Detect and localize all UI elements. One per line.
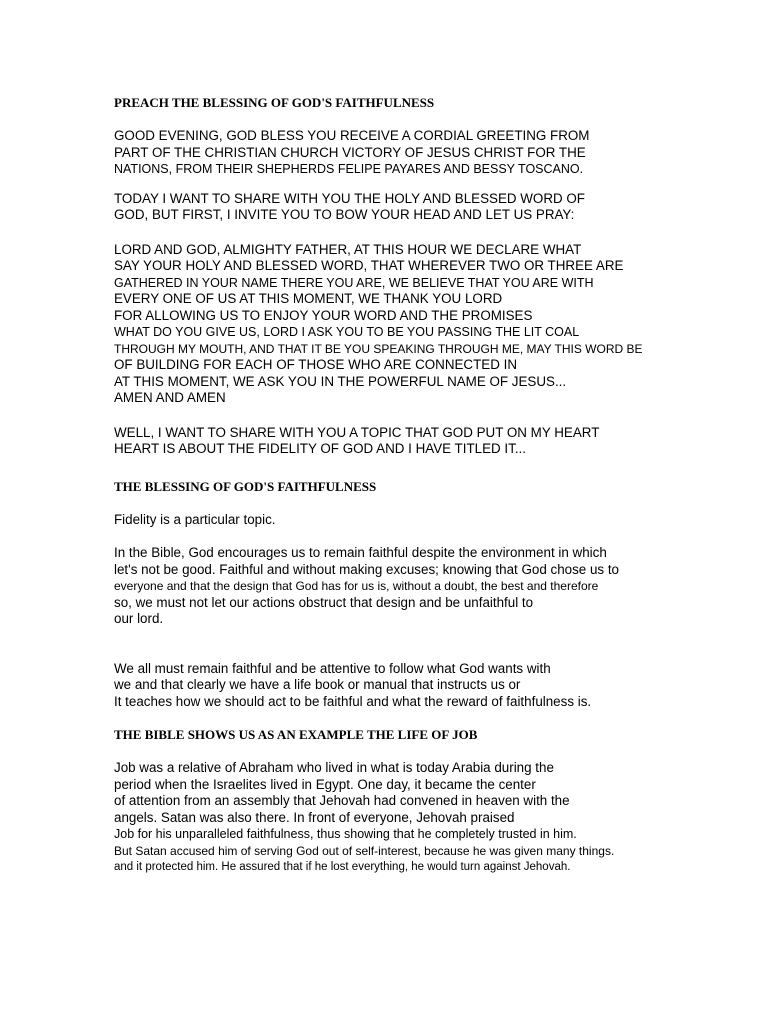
text-line: But Satan accused him of serving God out of self-interest, because he was given many things.	[114, 843, 615, 858]
section-heading-job: THE BIBLE SHOWS US AS AN EXAMPLE THE LIFE OF JOB	[114, 727, 478, 742]
text-line: THROUGH MY MOUTH, AND THAT IT BE YOU SPEAKING THROUGH ME, MAY THIS WORD BE	[114, 341, 643, 356]
text-line: We all must remain faithful and be attentive to follow what God wants with	[114, 660, 551, 676]
text-line: EVERY ONE OF US AT THIS MOMENT, WE THANK YOU LORD	[114, 291, 503, 306]
text-line: of attention from an assembly that Jehovah had convened in heaven with the	[114, 793, 570, 808]
text-line: AMEN AND AMEN	[114, 390, 226, 405]
text-line: we and that clearly we have a life book or manual that instructs us or	[114, 677, 521, 692]
fidelity-paragraph	[114, 512, 754, 529]
text-line: GATHERED IN YOUR NAME THERE YOU ARE, WE BELIEVE THAT YOU ARE WITH	[114, 275, 594, 290]
text-line: Fidelity is a particular topic.	[114, 511, 276, 527]
text-line: OF BUILDING FOR EACH OF THOSE WHO ARE CONNECTED IN	[114, 357, 517, 372]
text-line: let's not be good. Faithful and without making excuses; knowing that God chose us to	[114, 561, 620, 577]
text-line: GOOD EVENING, GOD BLESS YOU RECEIVE A CORDIAL GREETING FROM	[114, 128, 590, 143]
text-line: angels. Satan was also there. In front of everyone, Jehovah praised	[114, 809, 515, 825]
text-line: so, we must not let our actions obstruct that design and be unfaithful to	[114, 594, 534, 610]
document-title: PREACH THE BLESSING OF GOD'S FAITHFULNESS	[114, 95, 435, 110]
job-paragraph	[114, 760, 754, 876]
text-line: PART OF THE CHRISTIAN CHURCH VICTORY OF JESUS CHRIST FOR THE	[114, 144, 586, 160]
text-line: our lord.	[114, 611, 164, 626]
text-line: everyone and that the design that God has for us is, without a doubt, the best and therefore	[114, 579, 599, 593]
text-line: It teaches how we should act to be faithful and what the reward of faithfulness is.	[114, 693, 592, 709]
text-line: TODAY I WANT TO SHARE WITH YOU THE HOLY AND BLESSED WORD OF	[114, 190, 585, 206]
text-line: WELL, I WANT TO SHARE WITH YOU A TOPIC THAT GOD PUT ON MY HEART	[114, 424, 600, 440]
text-line: HEART IS ABOUT THE FIDELITY OF GOD AND I HAVE TITLED IT...	[114, 441, 526, 456]
text-line: WHAT DO YOU GIVE US, LORD I ASK YOU TO BE YOU PASSING THE LIT COAL	[114, 325, 580, 339]
text-line: FOR ALLOWING US TO ENJOY YOUR WORD AND THE PROMISES	[114, 307, 533, 323]
document-body	[114, 94, 754, 876]
intro-paragraph	[114, 191, 754, 224]
text-line: NATIONS, FROM THEIR SHEPHERDS FELIPE PAYARES AND BESSY TOSCANO.	[114, 162, 584, 176]
text-line: LORD AND GOD, ALMIGHTY FATHER, AT THIS HOUR WE DECLARE WHAT	[114, 241, 582, 257]
prayer-paragraph	[114, 242, 754, 407]
text-line: In the Bible, God encourages us to remain faithful despite the environment in which	[114, 545, 607, 560]
text-line: period when the Israelites lived in Egypt. One day, it became the center	[114, 776, 536, 792]
text-line: AT THIS MOMENT, WE ASK YOU IN THE POWERFUL NAME OF JESUS...	[114, 373, 567, 389]
bible-paragraph	[114, 545, 754, 628]
text-line: and it protected him. He assured that if he lost everything, he would turn against Jehovah.	[114, 861, 571, 873]
section-heading-blessing: THE BLESSING OF GOD'S FAITHFULNESS	[114, 478, 377, 494]
text-line: SAY YOUR HOLY AND BLESSED WORD, THAT WHEREVER TWO OR THREE ARE	[114, 258, 624, 273]
text-line: Job was a relative of Abraham who lived in what is today Arabia during the	[114, 760, 554, 775]
text-line: Job for his unparalleled faithfulness, thus showing that he completely trusted in him.	[114, 827, 577, 841]
text-line: GOD, BUT FIRST, I INVITE YOU TO BOW YOUR HEAD AND LET US PRAY:	[114, 207, 575, 222]
topic-paragraph	[114, 425, 754, 458]
faithful-paragraph	[114, 661, 754, 711]
greeting-paragraph	[114, 128, 754, 178]
